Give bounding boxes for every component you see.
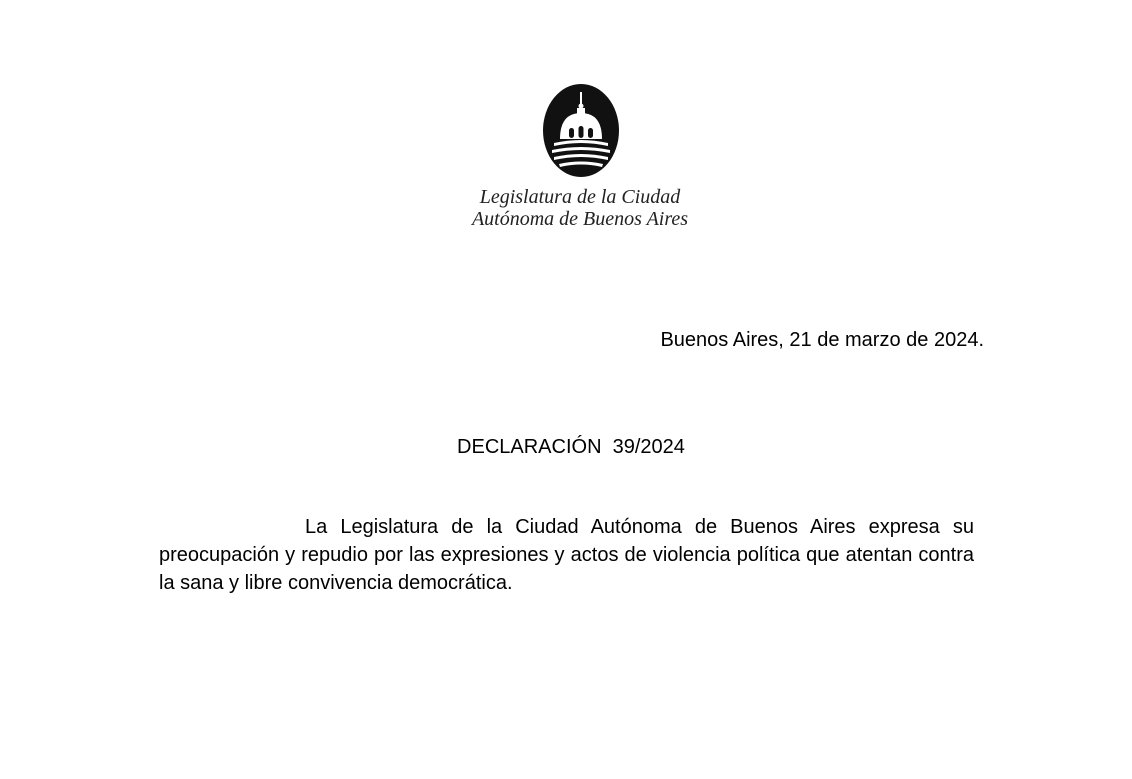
institution-name-line-2: Autónoma de Buenos Aires — [471, 208, 689, 230]
legislature-dome-emblem-icon — [542, 83, 620, 178]
institution-name — [420, 186, 740, 230]
date-line: Buenos Aires, 21 de marzo de 2024. — [660, 329, 984, 351]
declaration-body: La Legislatura de la Ciudad Autónoma de Buenos Aires expresa su preocupación y repudio por las expresiones y actos de violencia política que atentan contra la sana y libre convivencia democrática. — [159, 516, 974, 594]
institution-name-line-1: Legislatura de la Ciudad — [479, 186, 681, 208]
declaration-title: DECLARACIÓN 39/2024 — [457, 436, 685, 458]
